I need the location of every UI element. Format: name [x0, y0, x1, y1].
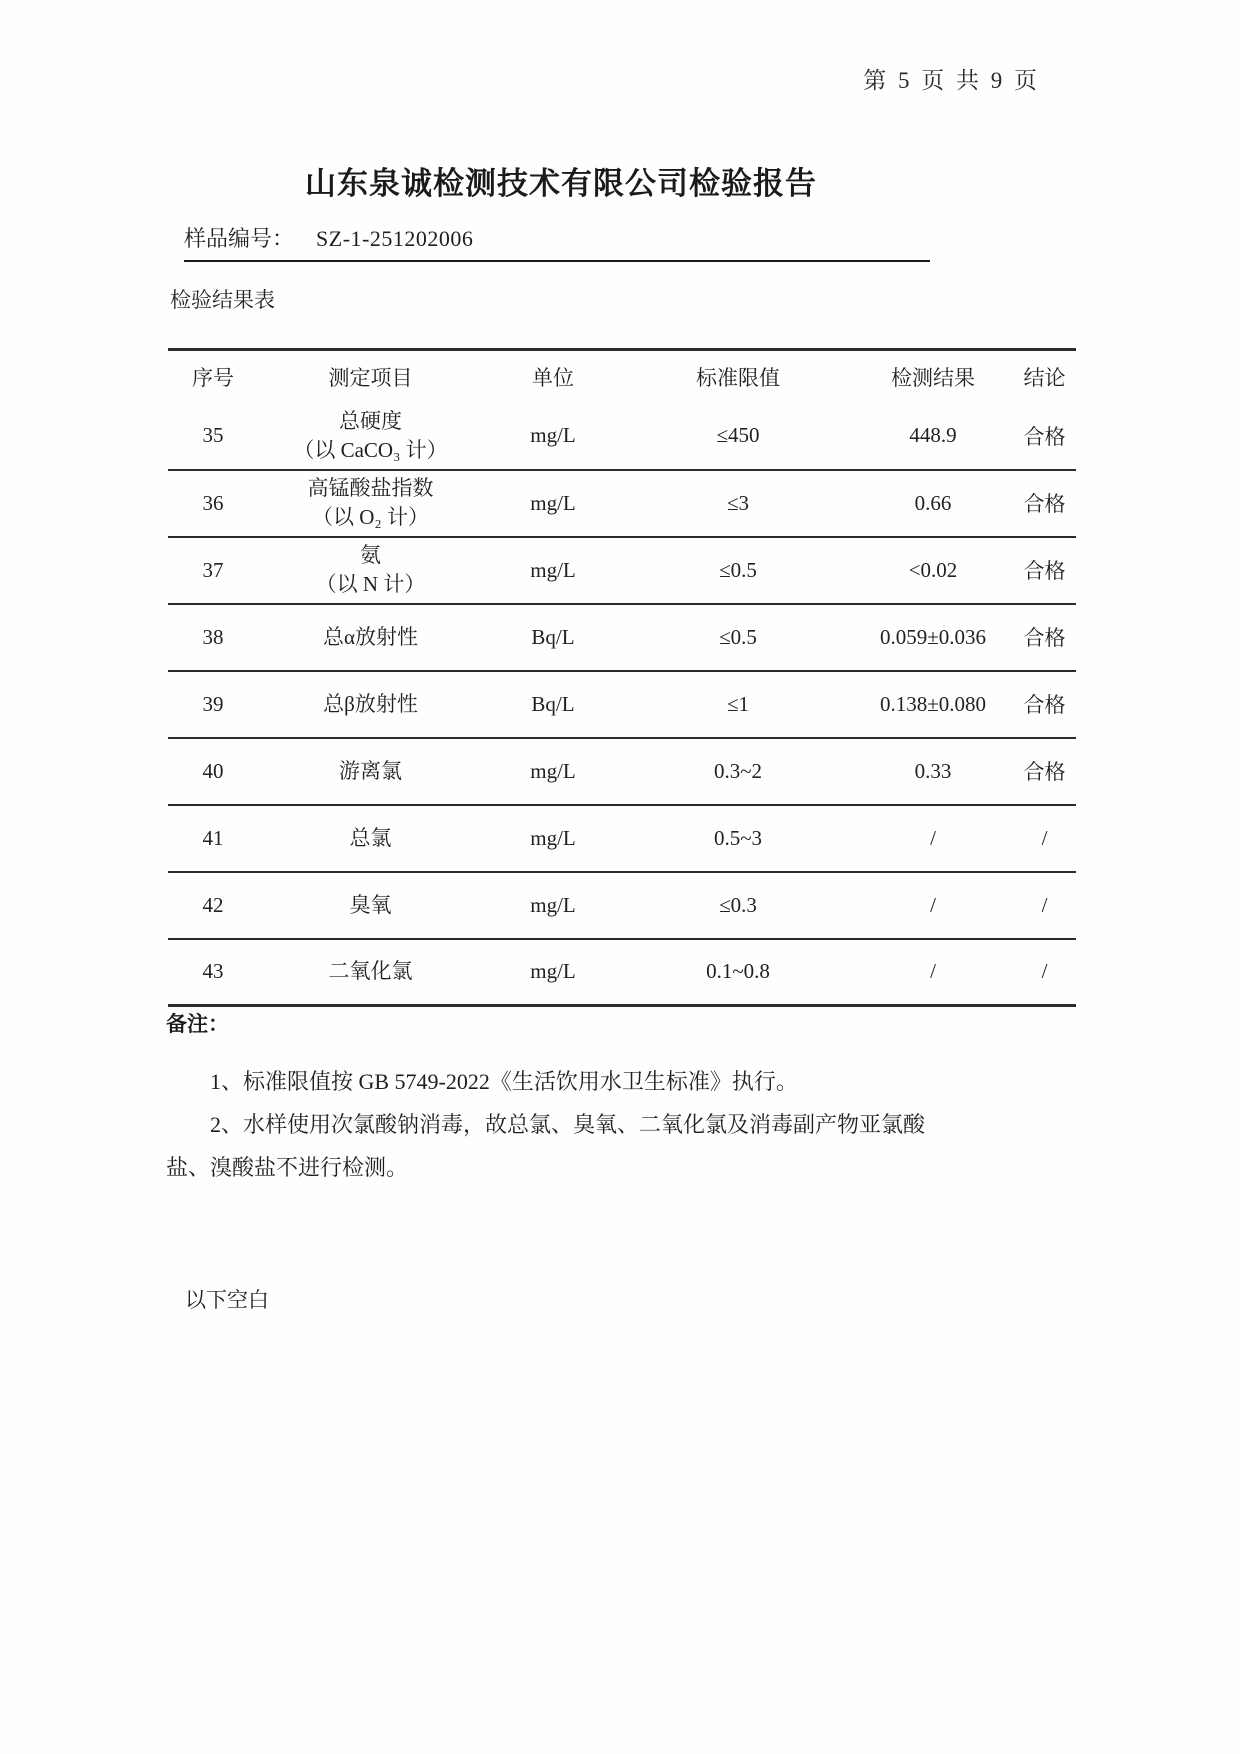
cell-limit: 0.1~0.8: [706, 959, 770, 984]
cell-item: [258, 537, 483, 604]
table-row: [168, 537, 1076, 604]
table-header-row: [168, 350, 1076, 403]
cell-result: 0.66: [914, 490, 952, 515]
cell-item: [258, 872, 483, 939]
cell-no: 38: [202, 624, 224, 649]
cell-item: [258, 470, 483, 537]
table-row: [168, 470, 1076, 537]
cell-limit: ≤0.5: [719, 624, 757, 649]
cell-conclusion: /: [1041, 959, 1048, 984]
cell-limit: ≤450: [716, 423, 760, 447]
cell-result: <0.02: [908, 557, 958, 582]
item-line2: （以 CaCO₃ 计）: [293, 437, 448, 462]
cell-no: 43: [202, 959, 224, 984]
remarks-section: [166, 1008, 1078, 1189]
header-item: 测定项目: [328, 365, 413, 390]
cell-conclusion: 合格: [1023, 693, 1066, 717]
cell-result: 0.138±0.080: [879, 691, 987, 716]
cell-conclusion: 合格: [1023, 760, 1066, 784]
cell-item: [258, 604, 483, 671]
cell-no: 35: [202, 423, 224, 447]
cell-limit: ≤0.3: [719, 892, 757, 917]
cell-unit: mg/L: [530, 892, 576, 917]
item-line1: 游离氯: [339, 758, 402, 783]
cell-item: [258, 939, 483, 1006]
header-no: 序号: [192, 365, 234, 390]
blank-below-label: 以下空白: [185, 1289, 269, 1312]
cell-result: /: [930, 892, 936, 917]
remark-2-line2: 盐、溴酸盐不进行检测。: [166, 1155, 409, 1180]
page-indicator: 第 5 页 共 9 页: [863, 68, 1040, 93]
item-line1: 二氧化氯: [328, 959, 413, 984]
cell-item: [258, 738, 483, 805]
cell-unit: mg/L: [530, 423, 576, 447]
sample-number-value: SZ-1-251202006: [316, 226, 474, 251]
remark-1: 1、标准限值按 GB 5749-2022《生活饮用水卫生标准》执行。: [210, 1069, 798, 1094]
cell-conclusion: 合格: [1023, 424, 1066, 449]
cell-unit: mg/L: [530, 557, 576, 582]
table-row: [168, 403, 1076, 470]
cell-unit: Bq/L: [531, 691, 575, 716]
item-line2: （以 N 计）: [315, 572, 426, 596]
remark-2-line1: 2、水样使用次氯酸钠消毒，故总氯、臭氧、二氧化氯及消毒副产物亚氯酸: [210, 1112, 926, 1137]
cell-unit: mg/L: [530, 490, 576, 515]
cell-item: [258, 671, 483, 738]
cell-conclusion: /: [1041, 892, 1048, 917]
cell-unit: Bq/L: [531, 624, 575, 649]
sample-number-line: [184, 222, 930, 262]
cell-result: 0.33: [914, 758, 952, 783]
cell-limit: 0.5~3: [713, 825, 763, 850]
item-line2: （以 O₂ 计）: [312, 505, 429, 529]
table-row: [168, 805, 1076, 872]
cell-no: 41: [202, 825, 224, 850]
cell-result: 448.9: [909, 423, 957, 447]
cell-unit: mg/L: [530, 758, 576, 783]
header-result: 检测结果: [891, 365, 975, 390]
cell-item: [258, 403, 483, 470]
item-line1: 臭氧: [349, 892, 392, 917]
cell-result: /: [930, 959, 936, 984]
item-line1: 高锰酸盐指数: [307, 476, 434, 500]
table-row: [168, 939, 1076, 1006]
table-row: [168, 738, 1076, 805]
item-line1: 总硬度: [339, 408, 402, 433]
cell-result: /: [930, 825, 936, 850]
table-row: [168, 872, 1076, 939]
header-conclusion: 结论: [1023, 365, 1066, 390]
item-line1: 总β放射性: [323, 691, 418, 716]
item-line1: 氨: [360, 543, 381, 567]
cell-no: 40: [202, 758, 224, 783]
sample-number-label: 样品编号：: [184, 226, 295, 251]
item-line1: 总氯: [349, 825, 392, 850]
cell-conclusion: 合格: [1023, 559, 1066, 583]
table-title: 检验结果表: [170, 289, 275, 312]
cell-unit: mg/L: [530, 959, 576, 984]
cell-conclusion: 合格: [1023, 626, 1066, 650]
cell-unit: mg/L: [530, 825, 576, 850]
cell-no: 37: [202, 557, 224, 582]
header-limit: 标准限值: [696, 365, 780, 390]
remarks-label: 备注：: [166, 1013, 229, 1036]
header-unit: 单位: [532, 365, 574, 390]
cell-item: [258, 805, 483, 872]
cell-limit: 0.3~2: [713, 758, 763, 783]
table-row: [168, 604, 1076, 671]
item-line1: 总α放射性: [322, 624, 418, 649]
cell-no: 36: [202, 490, 224, 515]
table-row: [168, 671, 1076, 738]
cell-limit: ≤0.5: [719, 557, 757, 582]
cell-conclusion: 合格: [1023, 492, 1066, 516]
cell-no: 39: [202, 691, 224, 716]
page-title: 山东泉诚检测技术有限公司检验报告: [305, 166, 817, 201]
cell-result: 0.059±0.036: [879, 624, 987, 649]
cell-limit: ≤3: [726, 490, 750, 515]
cell-no: 42: [202, 892, 224, 917]
cell-conclusion: /: [1041, 825, 1048, 850]
results-table: [168, 348, 1076, 1007]
cell-limit: ≤1: [726, 691, 750, 716]
